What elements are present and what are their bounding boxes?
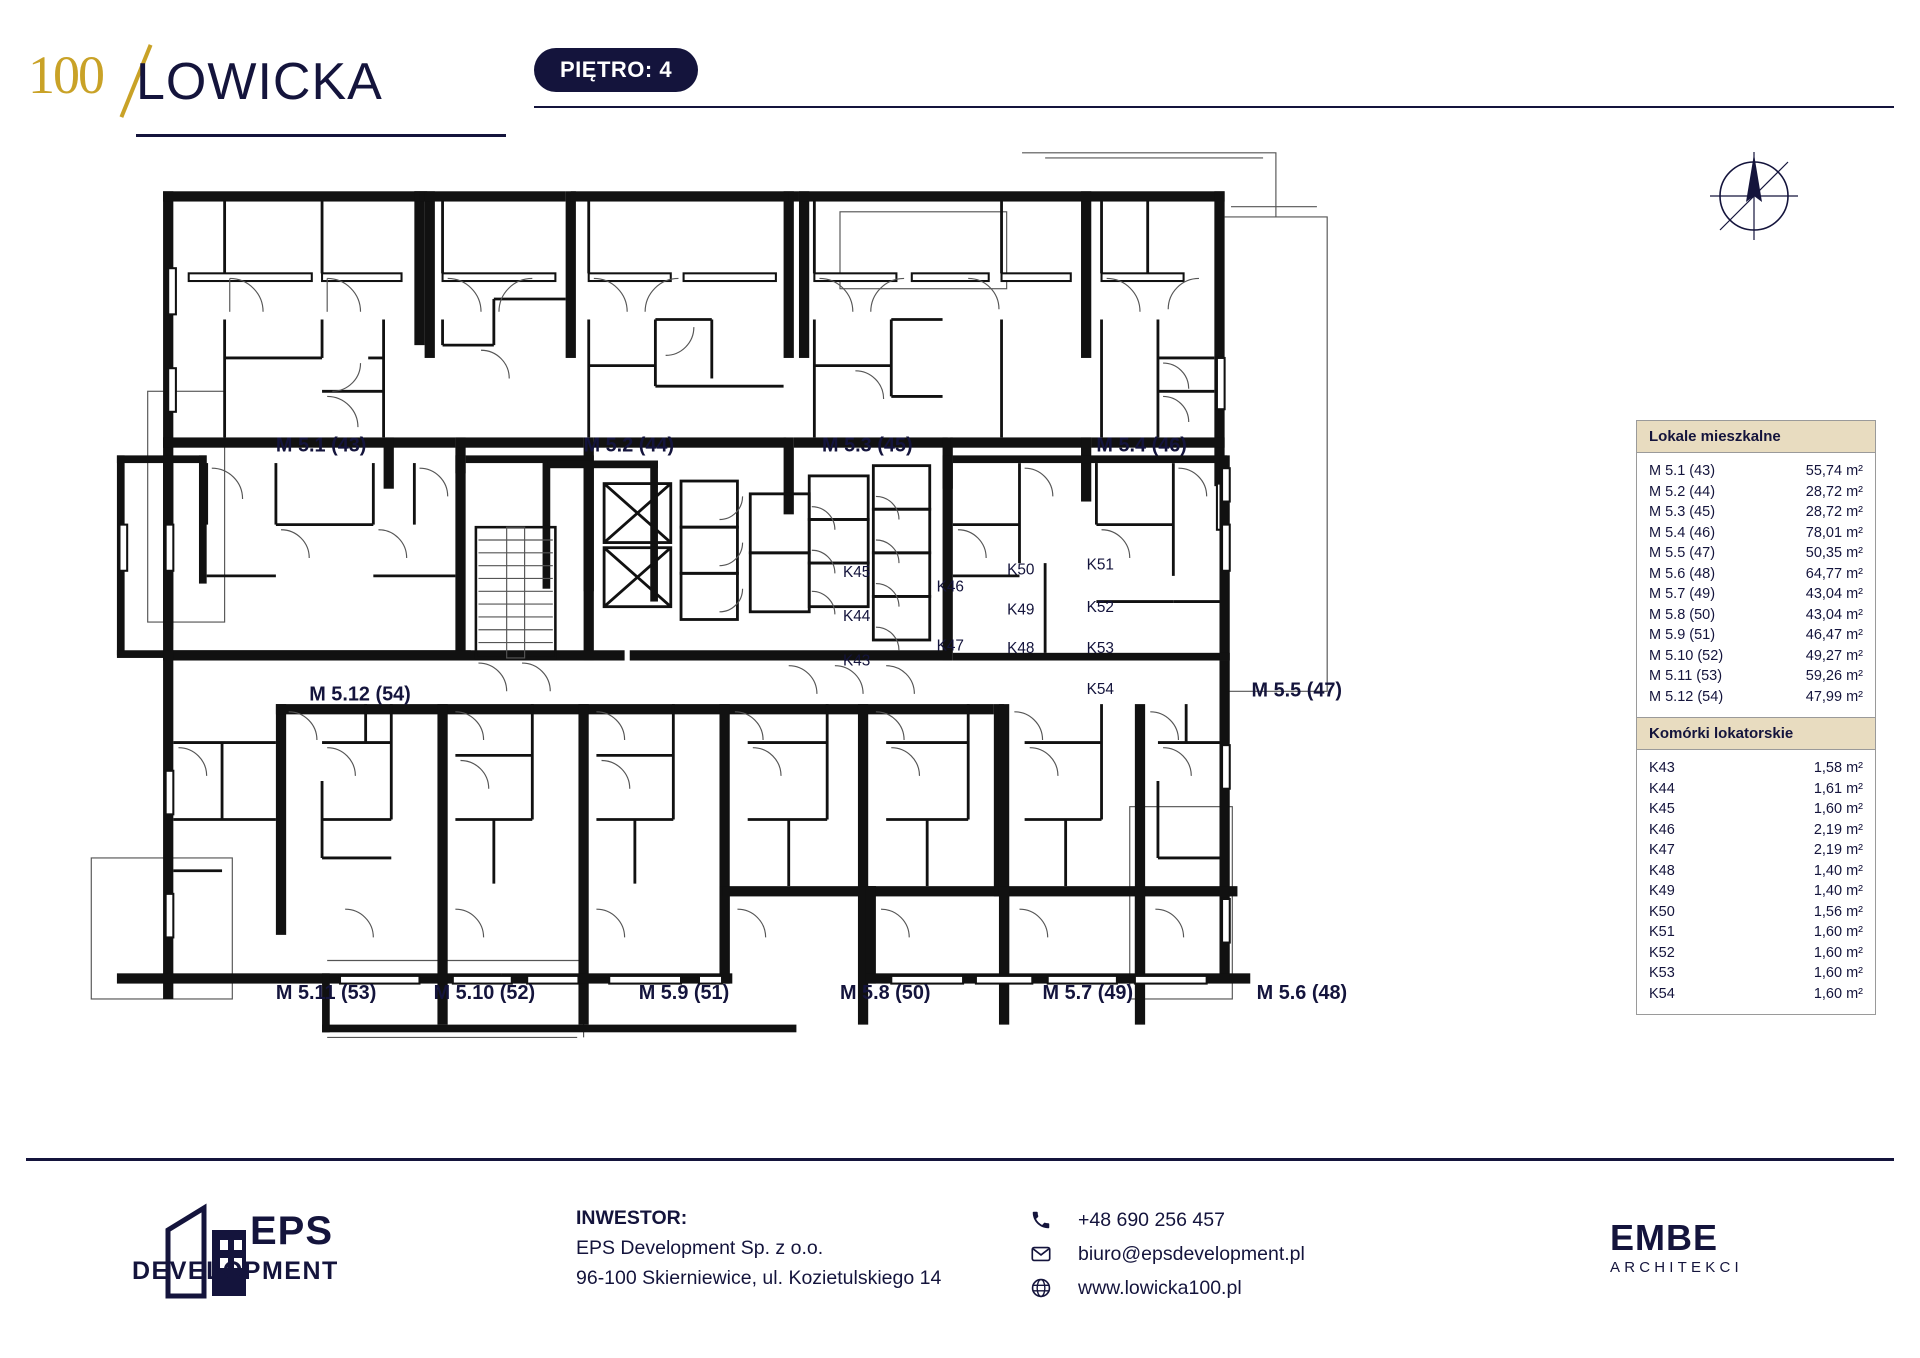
investor-title: INWESTOR: <box>576 1207 688 1229</box>
legend-apartment-row <box>1649 461 1863 482</box>
phone-icon <box>1030 1207 1064 1233</box>
plan-storage-label: K51 <box>1086 556 1114 574</box>
legend-storage-label: K45 <box>1649 801 1675 817</box>
legend-apartments-title: Lokale mieszkalne <box>1637 421 1875 453</box>
investor-company: EPS Development Sp. z o.o. <box>576 1237 824 1259</box>
legend-storage-row <box>1649 820 1863 841</box>
legend-apartment-area: 78,01 m² <box>1805 524 1863 541</box>
legend-apartment-row <box>1649 605 1863 626</box>
legend-storage-area: 2,19 m² <box>1813 842 1863 858</box>
legend-storage-row <box>1649 779 1863 800</box>
plan-apartment-label: M 5.1 (43) <box>275 434 367 457</box>
legend-apartment-area: 49,27 m² <box>1805 647 1863 664</box>
plan-storage-label: K52 <box>1086 598 1114 616</box>
legend-apartment-row <box>1649 666 1863 687</box>
plan-storage-label: K46 <box>936 578 964 596</box>
plan-storage-label: K47 <box>936 637 964 655</box>
legend-apartment-label: M 5.9 (51) <box>1649 627 1716 643</box>
page-footer <box>0 1175 1920 1355</box>
logo-underline <box>136 134 506 137</box>
legend-storage-row <box>1649 922 1863 943</box>
legend-apartment-area: 64,77 m² <box>1805 565 1863 582</box>
logo-number: 100 <box>28 45 103 105</box>
plan-storage-label: K54 <box>1086 680 1114 698</box>
legend-apartment-label: M 5.12 (54) <box>1649 688 1724 705</box>
legend-apartment-row <box>1649 687 1863 708</box>
investor-address: 96-100 Skierniewice, ul. Kozietulskiego 14 <box>576 1267 942 1289</box>
legend-panel <box>1636 420 1876 1015</box>
legend-apartment-label: M 5.10 (52) <box>1649 647 1724 664</box>
legend-storage-area: 1,60 m² <box>1813 924 1863 940</box>
legend-apartment-area: 43,04 m² <box>1805 606 1863 623</box>
email-address: biuro@epsdevelopment.pl <box>1078 1243 1305 1265</box>
contact-website-row[interactable] <box>1030 1271 1305 1305</box>
plan-storage-label: K48 <box>1007 639 1035 657</box>
floor-plan <box>70 140 1610 1140</box>
legend-apartment-label: M 5.5 (47) <box>1649 545 1716 561</box>
legend-apartment-area: 47,99 m² <box>1805 688 1863 705</box>
plan-storage-label: K44 <box>842 607 871 625</box>
legend-apartment-label: M 5.3 (45) <box>1649 504 1716 520</box>
plan-apartment-label: M 5.12 (54) <box>309 683 411 706</box>
legend-apartment-label: M 5.6 (48) <box>1649 565 1716 582</box>
architect-name: EMBE <box>1610 1217 1719 1258</box>
legend-storage-row <box>1649 881 1863 902</box>
legend-apartment-area: 43,04 m² <box>1805 586 1863 602</box>
plan-storage-label: K50 <box>1007 561 1035 579</box>
plan-apartment-label: M 5.3 (45) <box>822 434 913 457</box>
floor-badge: PIĘTRO: 4 <box>534 48 698 92</box>
plan-storage-label: K43 <box>842 652 871 670</box>
globe-icon <box>1030 1275 1064 1301</box>
plan-apartment-label: M 5.6 (48) <box>1256 981 1348 1004</box>
legend-apartment-area: 46,47 m² <box>1805 627 1863 643</box>
legend-apartment-label: M 5.7 (49) <box>1649 586 1716 602</box>
legend-storage-label: K50 <box>1649 903 1675 920</box>
legend-storage-row <box>1649 943 1863 964</box>
legend-storage-label: K52 <box>1649 944 1675 961</box>
legend-apartment-row <box>1649 502 1863 523</box>
plan-apartment-label: M 5.10 (52) <box>433 981 536 1004</box>
architect-logo <box>1610 1219 1830 1276</box>
legend-storage-area: 1,60 m² <box>1813 801 1863 817</box>
legend-storage-row <box>1649 799 1863 820</box>
website-url: www.lowicka100.pl <box>1078 1277 1242 1299</box>
contact-phone-row[interactable] <box>1030 1203 1305 1237</box>
legend-storage-area: 1,61 m² <box>1813 780 1863 797</box>
legend-storage-area: 1,40 m² <box>1813 883 1863 899</box>
legend-storage-area: 1,60 m² <box>1813 985 1863 1002</box>
legend-storage-row <box>1649 840 1863 861</box>
legend-apartment-label: M 5.2 (44) <box>1649 483 1716 500</box>
legend-storage-label: K46 <box>1649 821 1675 838</box>
legend-apartment-area: 28,72 m² <box>1805 504 1863 520</box>
footer-divider <box>26 1158 1894 1161</box>
legend-apartment-row <box>1649 625 1863 646</box>
phone-number: +48 690 256 457 <box>1078 1209 1225 1231</box>
eps-logo-name: EPS <box>250 1209 334 1253</box>
plan-apartment-label: M 5.2 (44) <box>583 434 675 457</box>
plan-apartment-label: M 5.4 (46) <box>1096 434 1187 457</box>
brand-logo <box>28 34 508 124</box>
legend-apartment-area: 55,74 m² <box>1805 463 1863 479</box>
legend-storage-label: K47 <box>1649 842 1675 858</box>
legend-apartment-label: M 5.8 (50) <box>1649 606 1716 623</box>
plan-apartment-label: M 5.5 (47) <box>1251 679 1343 702</box>
legend-apartment-row <box>1649 584 1863 605</box>
legend-apartment-row <box>1649 523 1863 544</box>
plan-cell-label-group <box>843 556 1114 697</box>
envelope-icon <box>1030 1241 1064 1267</box>
legend-storage-label: K43 <box>1649 760 1675 776</box>
legend-storage-label: K49 <box>1649 883 1675 899</box>
plan-storage-label: K49 <box>1007 601 1035 619</box>
legend-storage-row <box>1649 984 1863 1005</box>
legend-storage-title: Komórki lokatorskie <box>1637 717 1875 750</box>
legend-apartment-row <box>1649 564 1863 585</box>
legend-apartment-row <box>1649 482 1863 503</box>
page-header <box>0 0 1920 140</box>
legend-apartment-row <box>1649 646 1863 667</box>
plan-storage-label: K45 <box>842 564 871 582</box>
contact-email-row[interactable] <box>1030 1237 1305 1271</box>
plan-apartment-label: M 5.8 (50) <box>840 981 931 1004</box>
legend-storage-area: 1,58 m² <box>1813 760 1863 776</box>
legend-storage-label: K51 <box>1649 924 1675 940</box>
legend-storage-area: 1,40 m² <box>1813 862 1863 879</box>
legend-storage-label: K53 <box>1649 965 1675 981</box>
legend-storage-row <box>1649 963 1863 984</box>
legend-apartment-label: M 5.1 (43) <box>1649 463 1716 479</box>
header-divider <box>534 106 1894 108</box>
investor-block <box>576 1203 941 1293</box>
compass-north-icon <box>1706 148 1802 244</box>
legend-storage-area: 1,60 m² <box>1813 965 1863 981</box>
legend-apartment-area: 59,26 m² <box>1805 668 1863 684</box>
legend-storage-label: K48 <box>1649 862 1675 879</box>
legend-storage-area: 2,19 m² <box>1813 821 1863 838</box>
legend-storage-area: 1,60 m² <box>1813 944 1863 961</box>
legend-storage-label: K54 <box>1649 985 1675 1002</box>
legend-storage-row <box>1649 758 1863 779</box>
legend-apartment-area: 50,35 m² <box>1805 545 1863 561</box>
legend-apartment-label: M 5.4 (46) <box>1649 524 1716 541</box>
plan-storage-label: K53 <box>1086 639 1114 657</box>
legend-storage-row <box>1649 902 1863 923</box>
plan-apartment-label: M 5.9 (51) <box>638 981 730 1004</box>
architect-sub: ARCHITEKCI <box>1610 1259 1743 1276</box>
legend-storage-row <box>1649 861 1863 882</box>
plan-apartment-label: M 5.7 (49) <box>1042 981 1134 1004</box>
plan-apartment-label: M 5.11 (53) <box>275 981 377 1004</box>
legend-apartment-label: M 5.11 (53) <box>1649 668 1723 684</box>
legend-apartment-area: 28,72 m² <box>1805 483 1863 500</box>
logo-word: LOWICKA <box>136 53 383 111</box>
contacts-block <box>1030 1203 1305 1305</box>
legend-storage-area: 1,56 m² <box>1813 903 1863 920</box>
legend-apartment-row <box>1649 543 1863 564</box>
legend-apartments-list <box>1637 453 1875 717</box>
eps-logo-sub: DEVELOPMENT <box>132 1257 339 1285</box>
legend-storage-list <box>1637 750 1875 1014</box>
legend-storage-label: K44 <box>1649 780 1675 797</box>
